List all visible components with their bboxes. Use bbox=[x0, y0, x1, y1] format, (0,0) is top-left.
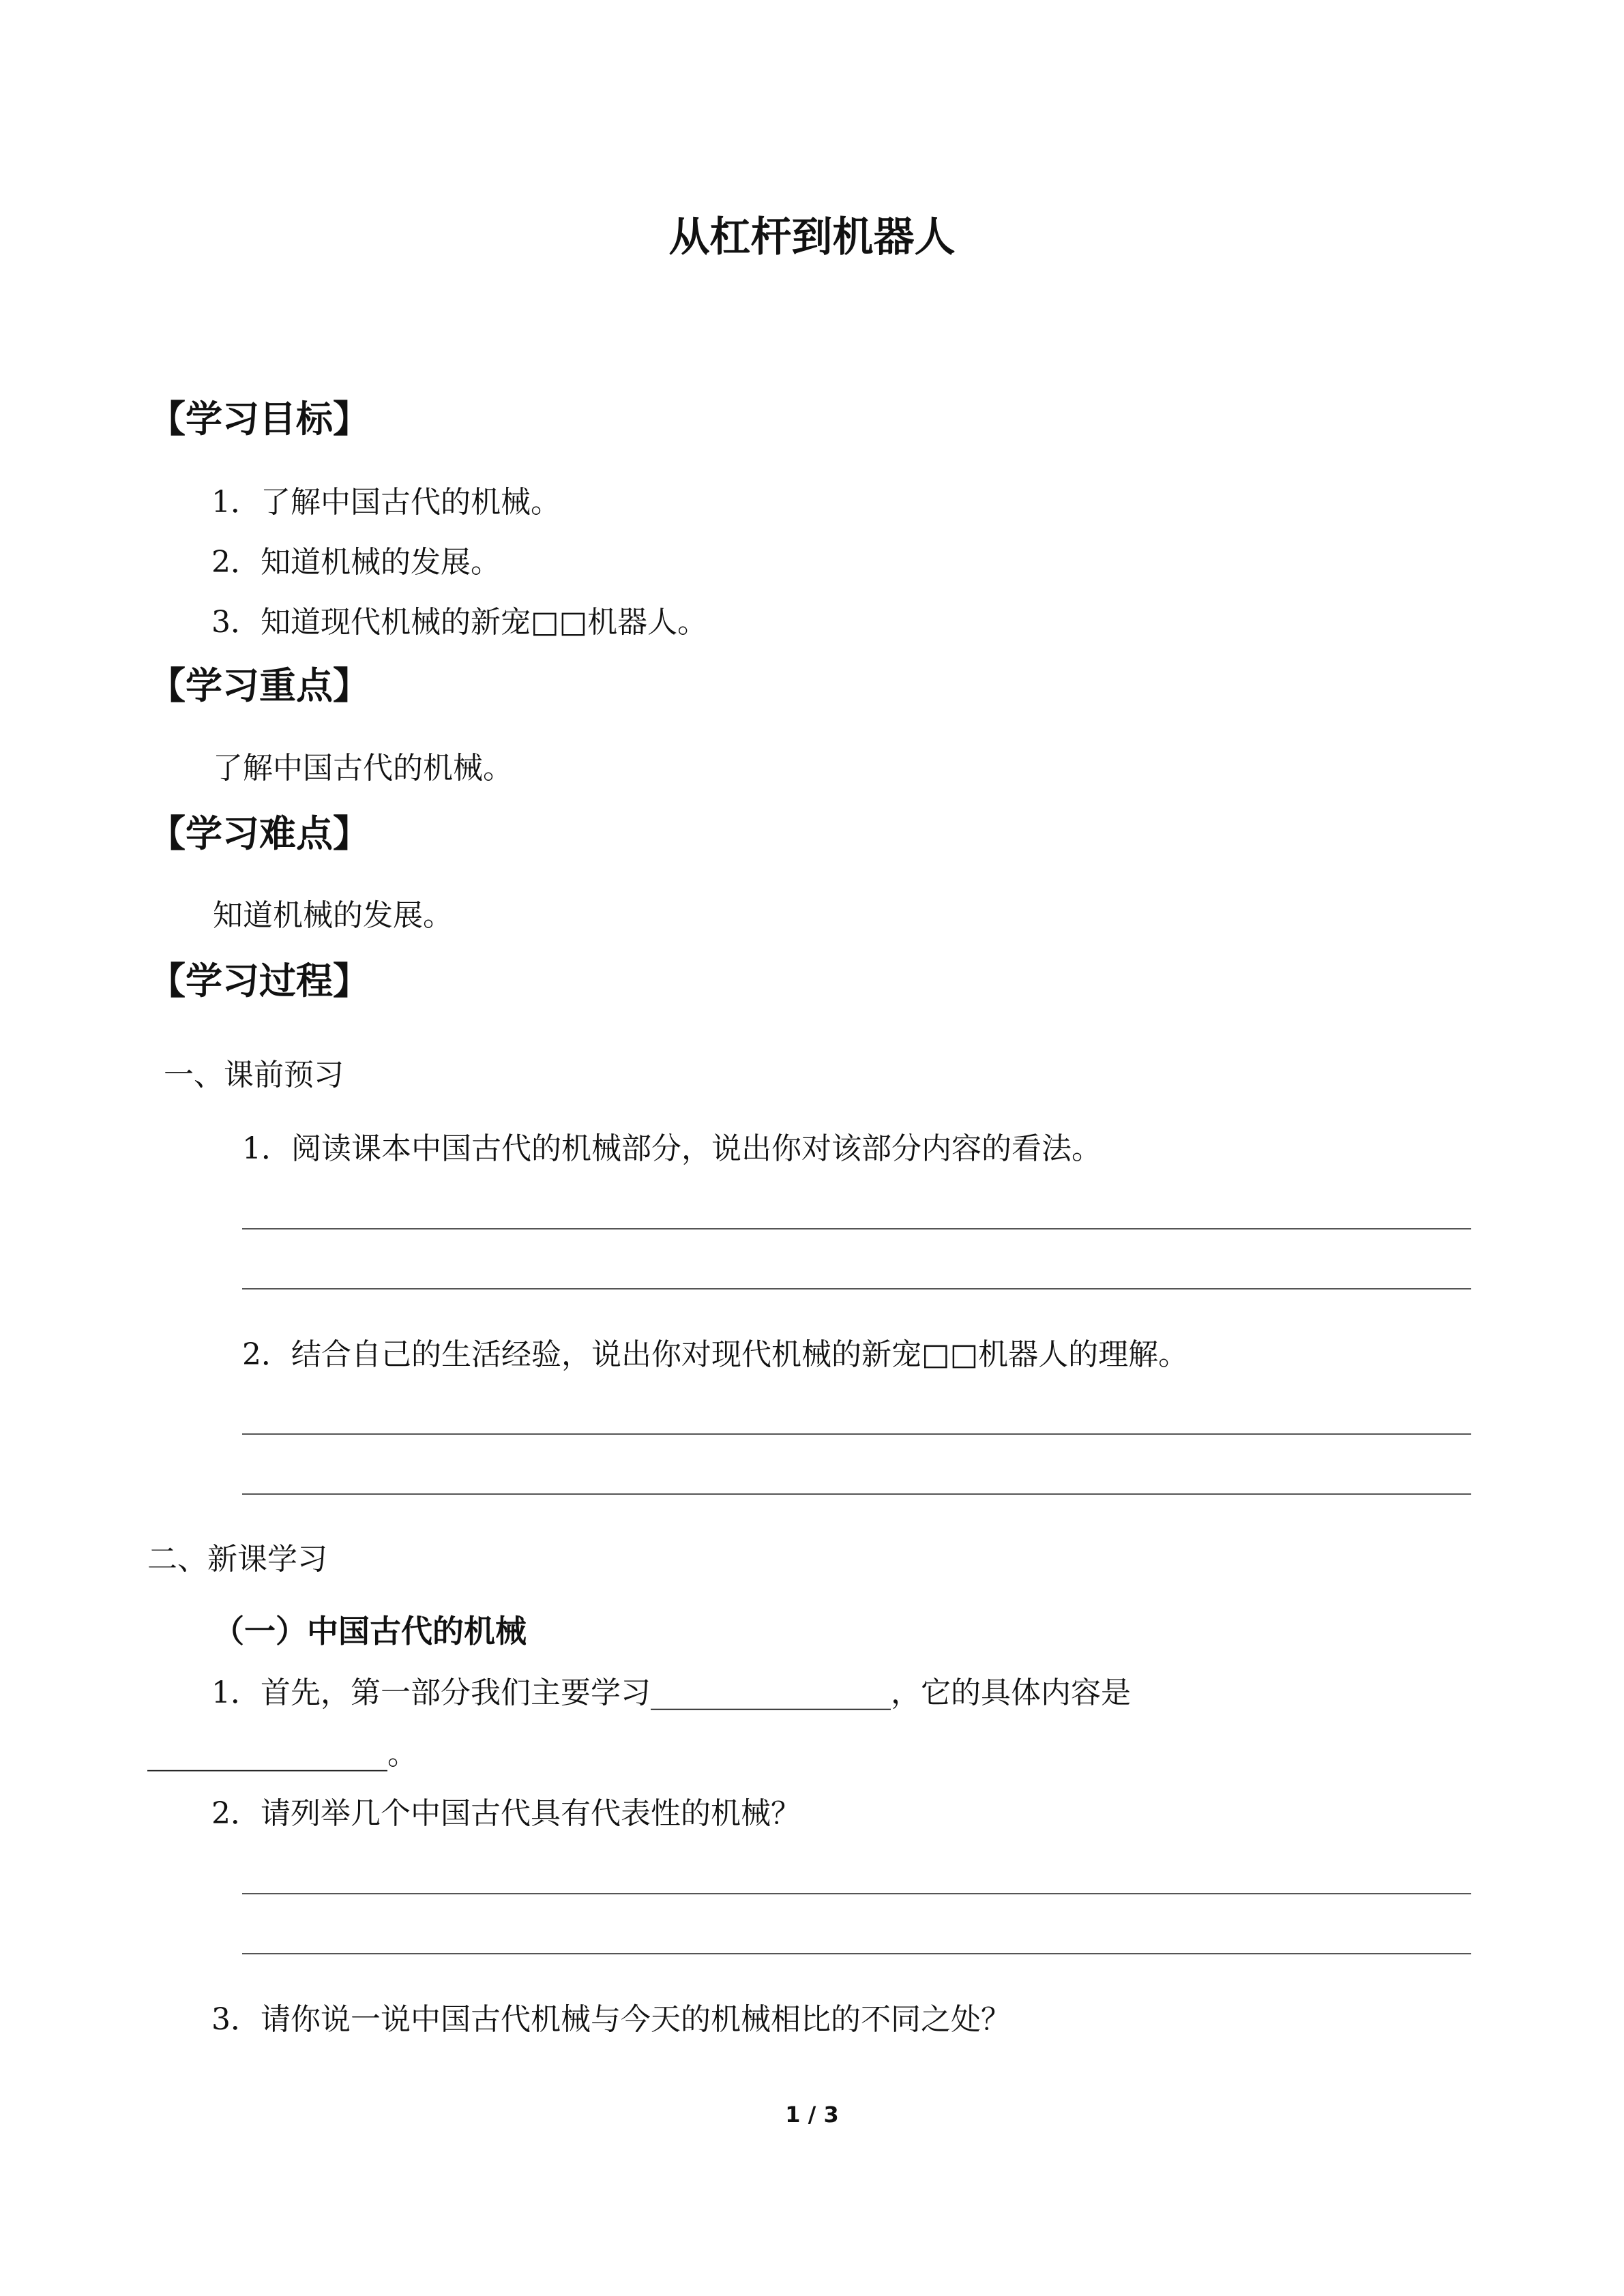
key-points-text: 了解中国古代的机械。 bbox=[213, 751, 513, 786]
objective-item-1: 1．了解中国古代的机械。 bbox=[211, 485, 561, 520]
answer-line bbox=[242, 1228, 1471, 1229]
objective-item-3: 3．知道现代机械的新宠□□机器人。 bbox=[211, 605, 708, 640]
new-lesson-question-1-continued: ________________。 bbox=[147, 1737, 417, 1772]
preview-question-1: 1．阅读课本中国古代的机械部分，说出你对该部分内容的看法。 bbox=[242, 1131, 1102, 1166]
preview-label: 一、课前预习 bbox=[164, 1058, 344, 1092]
new-lesson-question-1: 1．首先，第一部分我们主要学习________________，它的具体内容是 bbox=[211, 1675, 1131, 1710]
difficulties-heading: 【学习难点】 bbox=[149, 812, 370, 855]
subsection-heading: （一）中国古代的机械 bbox=[213, 1613, 527, 1650]
objectives-heading: 【学习目标】 bbox=[149, 398, 370, 441]
new-lesson-question-3: 3．请你说一说中国古代机械与今天的机械相比的不同之处？ bbox=[211, 2002, 1011, 2037]
answer-line bbox=[242, 1893, 1471, 1894]
new-lesson-question-2: 2．请列举几个中国古代具有代表性的机械？ bbox=[211, 1796, 801, 1831]
answer-line bbox=[242, 1493, 1471, 1495]
difficulties-text: 知道机械的发展。 bbox=[213, 898, 453, 933]
answer-line bbox=[242, 1433, 1471, 1435]
answer-line bbox=[242, 1288, 1471, 1289]
answer-line bbox=[242, 1953, 1471, 1954]
key-points-heading: 【学习重点】 bbox=[149, 664, 370, 707]
page-number: 1 / 3 bbox=[785, 2102, 839, 2128]
objective-item-2: 2．知道机械的发展。 bbox=[211, 545, 501, 580]
preview-question-2: 2．结合自己的生活经验，说出你对现代机械的新宠□□机器人的理解。 bbox=[242, 1337, 1189, 1372]
page-title: 从杠杆到机器人 bbox=[668, 213, 956, 261]
process-heading: 【学习过程】 bbox=[149, 959, 370, 1002]
new-lesson-label: 二、新课学习 bbox=[147, 1542, 327, 1577]
